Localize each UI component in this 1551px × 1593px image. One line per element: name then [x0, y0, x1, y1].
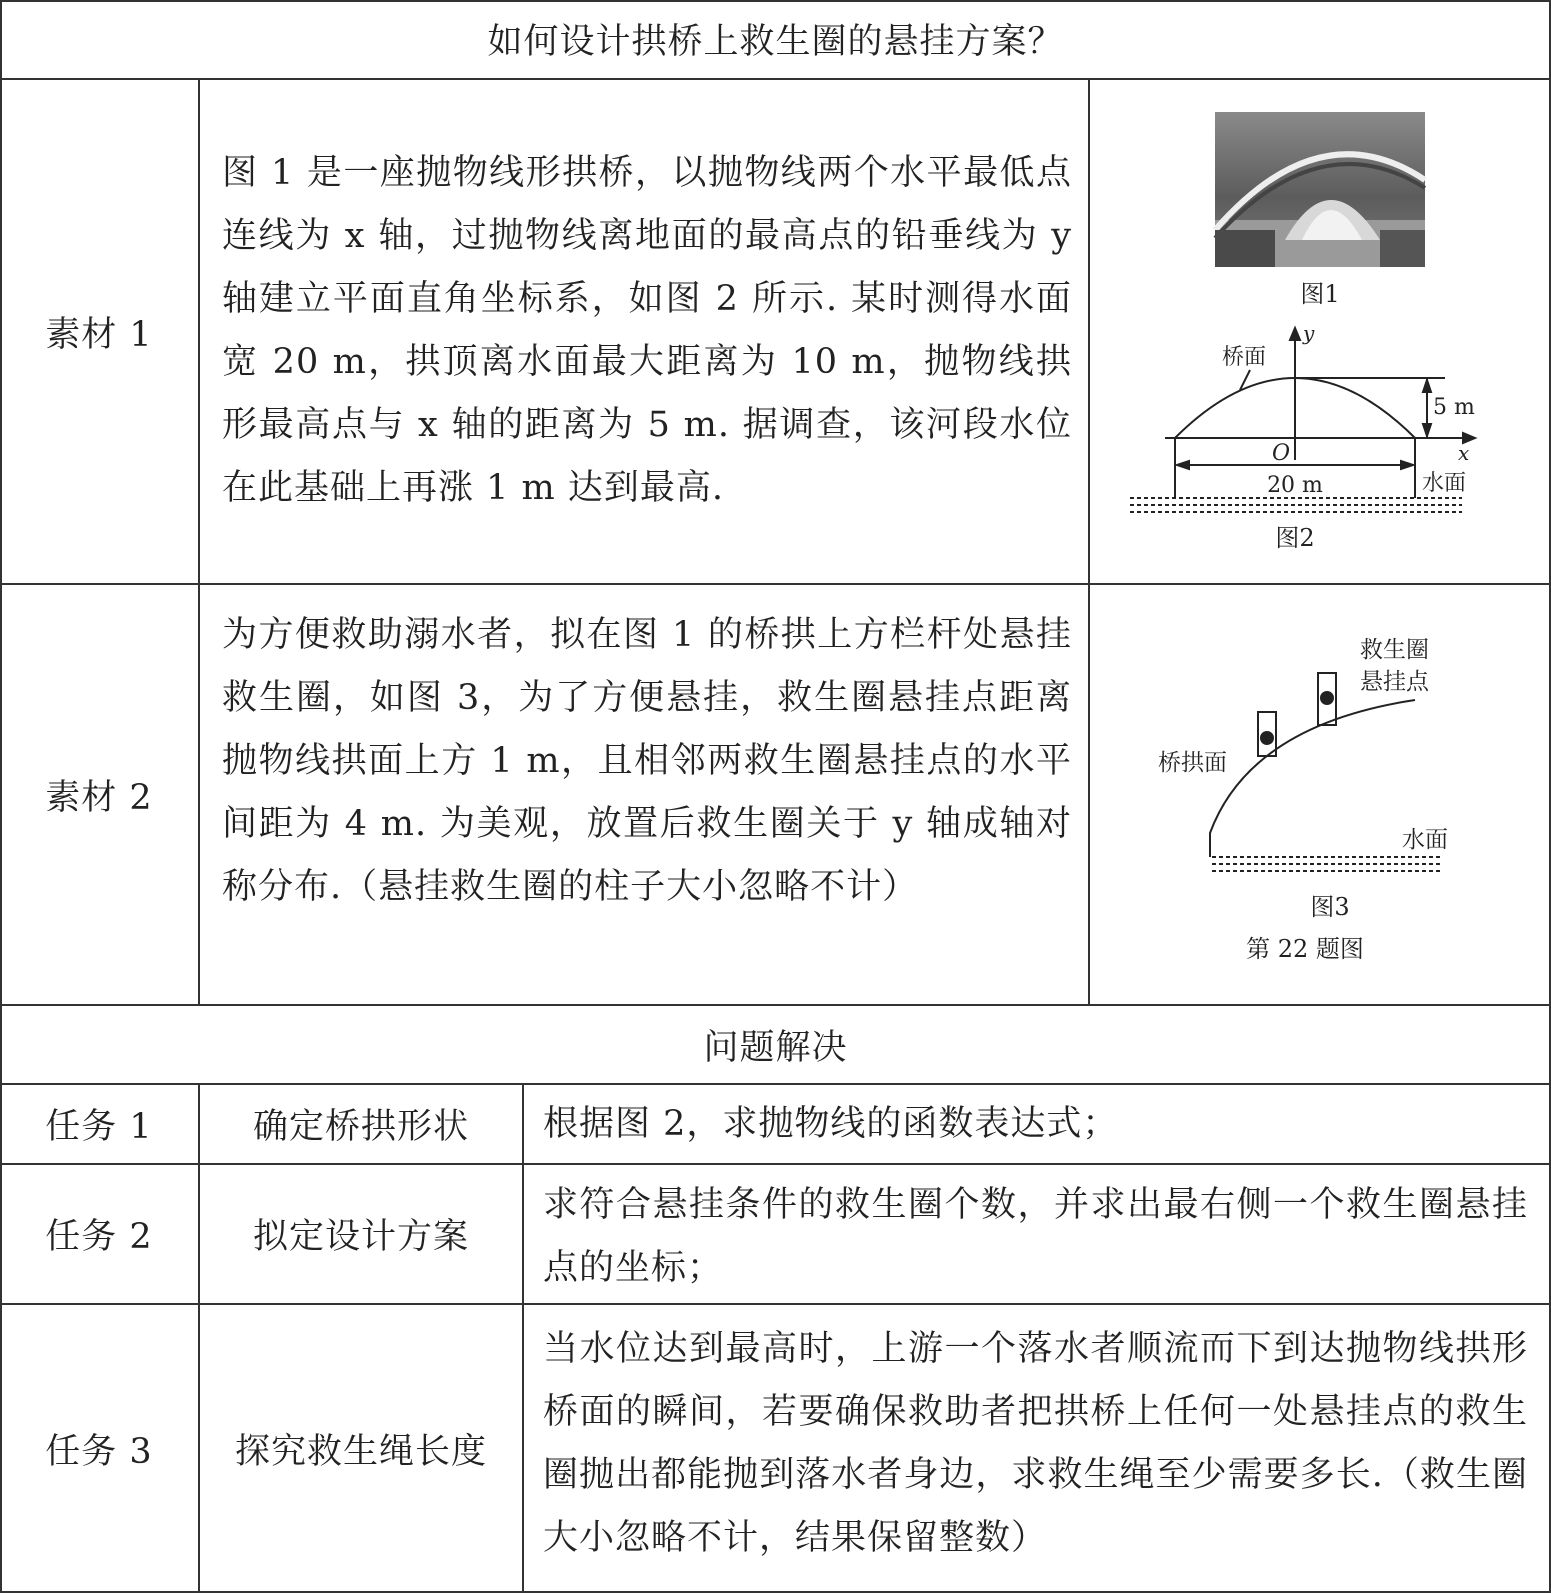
figure-2-caption: 图2	[1275, 524, 1315, 552]
life-buoy	[1321, 692, 1333, 704]
figure-3-caption: 图3	[1310, 893, 1350, 921]
arch-face-label: 桥拱面	[1158, 750, 1227, 776]
page-title: 如何设计拱桥上救生圈的悬挂方案？	[487, 22, 1064, 62]
task-3-label: 任务 3	[45, 1432, 153, 1472]
figure-1-2-panel	[1090, 80, 1549, 583]
task-2-desc: 求符合悬挂条件的救生圈个数，并求出最右侧一个救生圈悬挂点的坐标；	[543, 1185, 1528, 1288]
width-label: 20 m	[1267, 473, 1323, 498]
water-label: 水面	[1402, 827, 1448, 853]
bridge-photo	[1215, 112, 1425, 267]
material-1-text: 图 1 是一座抛物线形拱桥，以抛物线两个水平最低点连线为 x 轴，过抛物线离地面的最高点的铅垂线为 y 轴建立平面直角坐标系，如图 2 所示. 某时测得水面宽 20 m，拱顶离水面最大距离为 10 m，抛物线拱形最高点与 x 轴的距离为 5 m. 据调查，该河段水位在此基础上再涨 1 m 达到最高.	[222, 153, 1072, 508]
bridge-label: 桥面	[1222, 345, 1267, 370]
figure-note: 第 22 题图	[1246, 935, 1364, 963]
task-1-label: 任务 1	[45, 1107, 153, 1147]
material-1-label: 素材 1	[45, 314, 153, 355]
origin-label: O	[1272, 441, 1291, 466]
material-2-label: 素材 2	[45, 777, 153, 818]
section-heading: 问题解决	[703, 1027, 848, 1068]
figure-1-caption: 图1	[1300, 280, 1340, 308]
material-2-text: 为方便救助溺水者，拟在图 1 的桥拱上方栏杆处悬挂救生圈，如图 3，为了方便悬挂，救生圈悬挂点距离抛物线拱面上方 1 m，且相邻两救生圈悬挂点的水平间距为 4 m. 为美观，放置后救生圈关于 y 轴成轴对称分布.（悬挂救生圈的柱子大小忽略不计）	[222, 615, 1072, 907]
height-label: 5 m	[1433, 395, 1475, 420]
col-divider	[522, 1083, 524, 1593]
x-axis-label: x	[1458, 441, 1470, 465]
water-label: 水面	[1422, 471, 1467, 496]
col-divider	[198, 78, 200, 1004]
task-2-name: 拟定设计方案	[252, 1217, 469, 1257]
task-1-name: 确定桥拱形状	[252, 1107, 469, 1147]
life-buoy	[1261, 732, 1273, 744]
y-axis-label: y	[1303, 321, 1315, 345]
task-2-label: 任务 2	[45, 1217, 153, 1257]
figure-3-panel	[1090, 585, 1549, 1004]
arch-face-curve	[1210, 700, 1415, 857]
hang-label-line-2: 悬挂点	[1360, 669, 1429, 695]
task-3-name: 探究救生绳长度	[234, 1432, 487, 1472]
task-3-desc: 当水位达到最高时，上游一个落水者顺流而下到达抛物线拱形桥面的瞬间，若要确保救助者把拱桥上任何一处悬挂点的救生圈抛出都能抛到落水者身边，求救生绳至少需要多长.（救生圈大小忽略不计，结果保留整数）	[543, 1329, 1528, 1558]
hang-label-line-1: 救生圈	[1360, 637, 1429, 663]
task-1-desc: 根据图 2，求抛物线的函数表达式；	[543, 1104, 1119, 1144]
